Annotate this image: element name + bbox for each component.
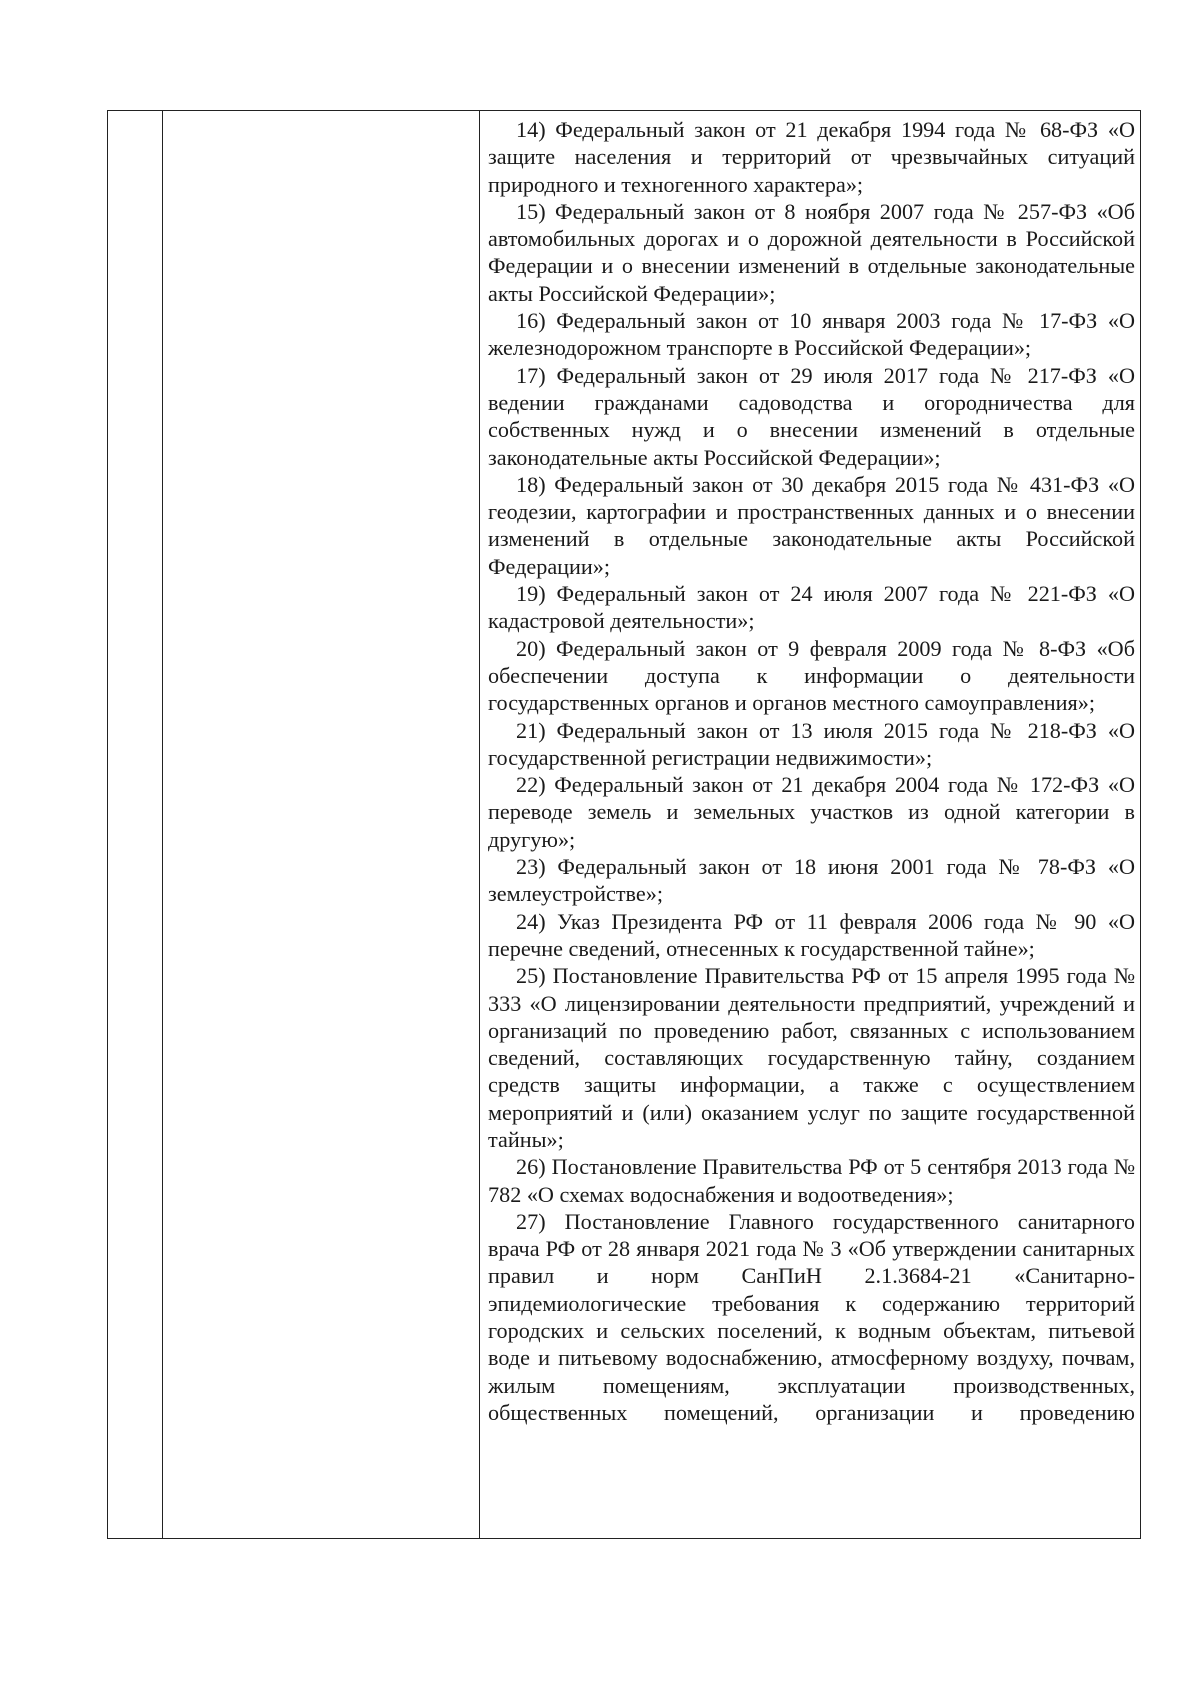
list-item: 24) Указ Президента РФ от 11 февраля 2006 года № 90 «О перечне сведений, отнесенных к государственной тайне»;	[488, 908, 1135, 961]
list-item: 27) Постановление Главного государственного санитарного врача РФ от 28 января 2021 года № 3 «Об утверждении санитарных правил и норм СанПиН 2.1.3684-21 «Санитарно-эпидемиологические требования к содержанию территорий городских и сельских поселений, к водным объектам, питьевой воде и питьевому водоснабжению, атмосферному воздуху, почвам, жилым помещениям, эксплуатации производственных, общественных помещений, организации и проведению	[488, 1208, 1135, 1425]
list-item: 20) Федеральный закон от 9 февраля 2009 года № 8-ФЗ «Об обеспечении доступа к информации о деятельности государственных органов и органов местного самоуправления»;	[488, 635, 1135, 716]
legal-acts-list	[488, 116, 1135, 1426]
list-item: 21) Федеральный закон от 13 июля 2015 года № 218-ФЗ «О государственной регистрации недвижимости»;	[488, 717, 1135, 770]
list-item: 18) Федеральный закон от 30 декабря 2015 года № 431-ФЗ «О геодезии, картографии и пространственных данных и о внесении изменений в отдельные законодательные акты Российской Федерации»;	[488, 471, 1135, 579]
list-item: 23) Федеральный закон от 18 июня 2001 года № 78-ФЗ «О землеустройстве»;	[488, 854, 1135, 907]
list-item: 19) Федеральный закон от 24 июля 2007 года № 221-ФЗ «О кадастровой деятельности»;	[488, 581, 1135, 634]
table-column-divider-1	[162, 111, 163, 1538]
list-item: 15) Федеральный закон от 8 ноября 2007 года № 257-ФЗ «Об автомобильных дорогах и о дорожной деятельности в Российской Федерации и о внесении изменений в отдельные законодательные акты Российской Федерации»;	[488, 198, 1135, 306]
list-item: 22) Федеральный закон от 21 декабря 2004 года № 172-ФЗ «О переводе земель и земельных участков из одной категории в другую»;	[488, 772, 1135, 852]
list-item: 25) Постановление Правительства РФ от 15 апреля 1995 года № 333 «О лицензировании деятельности предприятий, учреждений и организаций по проведению работ, связанных с использованием сведений, составляющих государственную тайну, созданием средств защиты информации, а также с осуществлением мероприятий и (или) оказанием услуг по защите государственной тайны»;	[488, 963, 1135, 1152]
list-item: 17) Федеральный закон от 29 июля 2017 года № 217-ФЗ «О ведении гражданами садоводства и огородничества для собственных нужд и о внесении изменений в отдельные законодательные акты Российской Федерации»;	[488, 362, 1135, 470]
document-table	[107, 110, 1141, 1539]
list-item: 26) Постановление Правительства РФ от 5 сентября 2013 года № 782 «О схемах водоснабжения и водоотведения»;	[488, 1154, 1135, 1207]
list-item: 14) Федеральный закон от 21 декабря 1994 года № 68-ФЗ «О защите населения и территорий от чрезвычайных ситуаций природного и техногенного характера»;	[488, 117, 1135, 197]
list-item: 16) Федеральный закон от 10 января 2003 года № 17-ФЗ «О железнодорожном транспорте в Российской Федерации»;	[488, 308, 1135, 361]
table-column-divider-2	[479, 111, 480, 1538]
